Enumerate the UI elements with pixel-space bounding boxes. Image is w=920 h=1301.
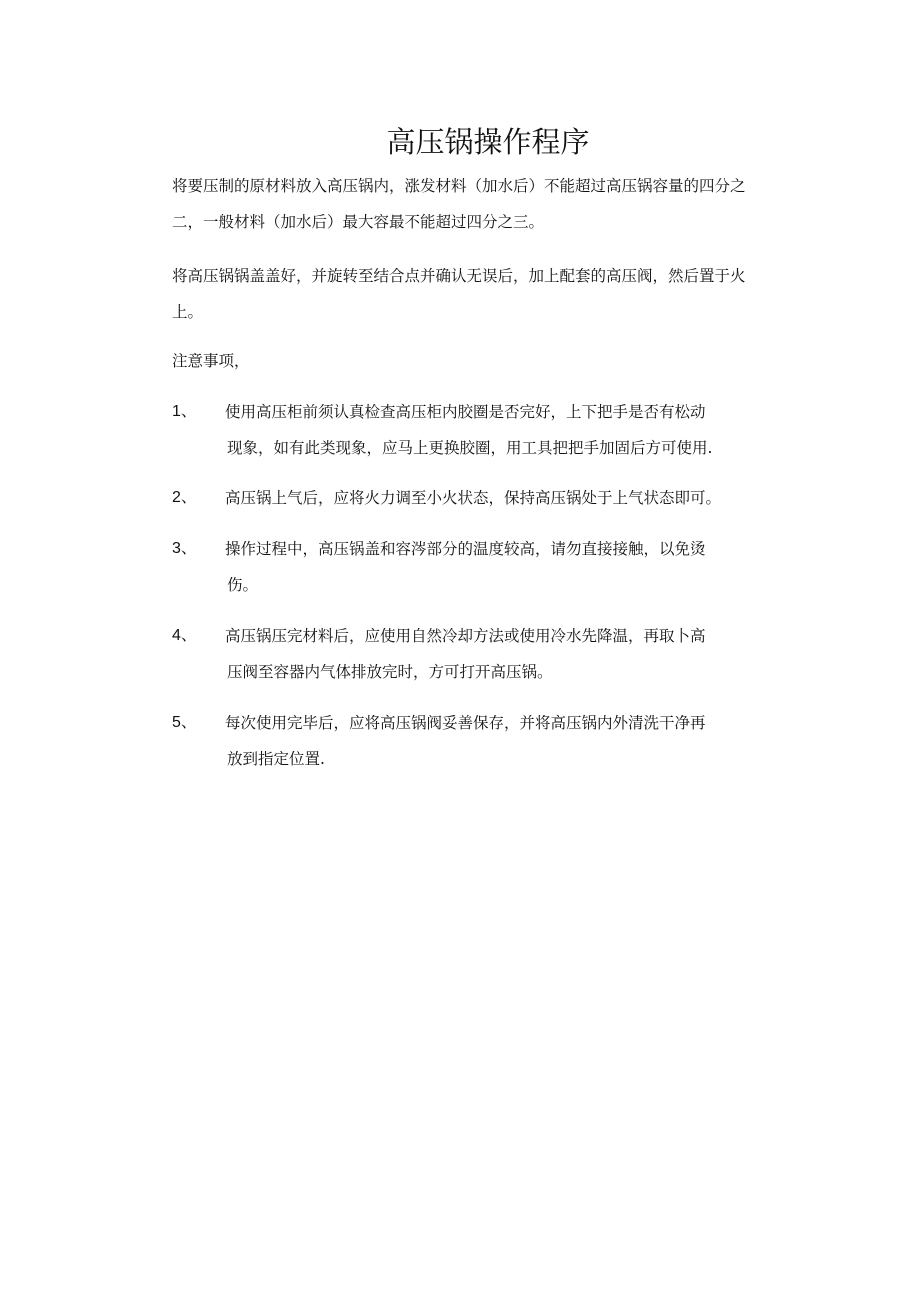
item-number: 4、 <box>172 627 197 644</box>
paragraph-line: 二，一般材料（加水后）最大容最不能超过四分之三。 <box>172 213 545 231</box>
item-line: 每次使用完毕后，应将高压锅阀妥善保存，并将高压锅内外清洗干净再 <box>225 714 706 732</box>
item-line: 高压锅压完材料后，应使用自然冷却方法或使用冷水先降温，再取卜高 <box>225 627 706 645</box>
item-number: 2、 <box>172 489 197 506</box>
item-number: 1、 <box>172 403 197 420</box>
paragraph-line: 上。 <box>172 303 204 321</box>
item-line: 使用高压柜前须认真检查高压柜内胶圈是否完好，上下把手是否有松动 <box>225 403 706 421</box>
item-line: 放到指定位置. <box>227 750 325 768</box>
paragraph-line: 将要压制的原材料放入高压锅内，涨发材料（加水后）不能超过高压锅容量的四分之 <box>172 177 746 195</box>
item-line: 高压锅上气后，应将火力调至小火状态，保持高压锅处于上气状态即可。 <box>225 489 722 507</box>
item-text <box>225 705 706 777</box>
item-line: 现象，如有此类现象，应马上更换胶圈，用工具把把手加固后方可使用. <box>227 439 713 457</box>
item-text <box>225 531 706 603</box>
item-text <box>225 394 712 466</box>
item-line: 伤。 <box>227 576 259 594</box>
notes-heading: 注意事项， <box>172 352 250 370</box>
item-text <box>225 480 721 516</box>
paragraph-line: 将高压锅锅盖盖好，并旋转至结合点并确认无误后，加上配套的高压阀，然后置于火 <box>172 267 746 285</box>
item-line: 压阀至容器内气体排放完时，方可打开高压锅。 <box>227 663 553 681</box>
document-title: 高压锅操作程序 <box>386 125 590 159</box>
item-text <box>225 618 706 690</box>
item-number: 3、 <box>172 540 197 557</box>
item-line: 操作过程中，高压锅盖和容涔部分的温度较高，请勿直接接触，以免烫 <box>225 540 706 558</box>
item-number: 5、 <box>172 714 197 731</box>
paragraph-materials <box>172 168 812 240</box>
paragraph-lid <box>172 258 812 330</box>
